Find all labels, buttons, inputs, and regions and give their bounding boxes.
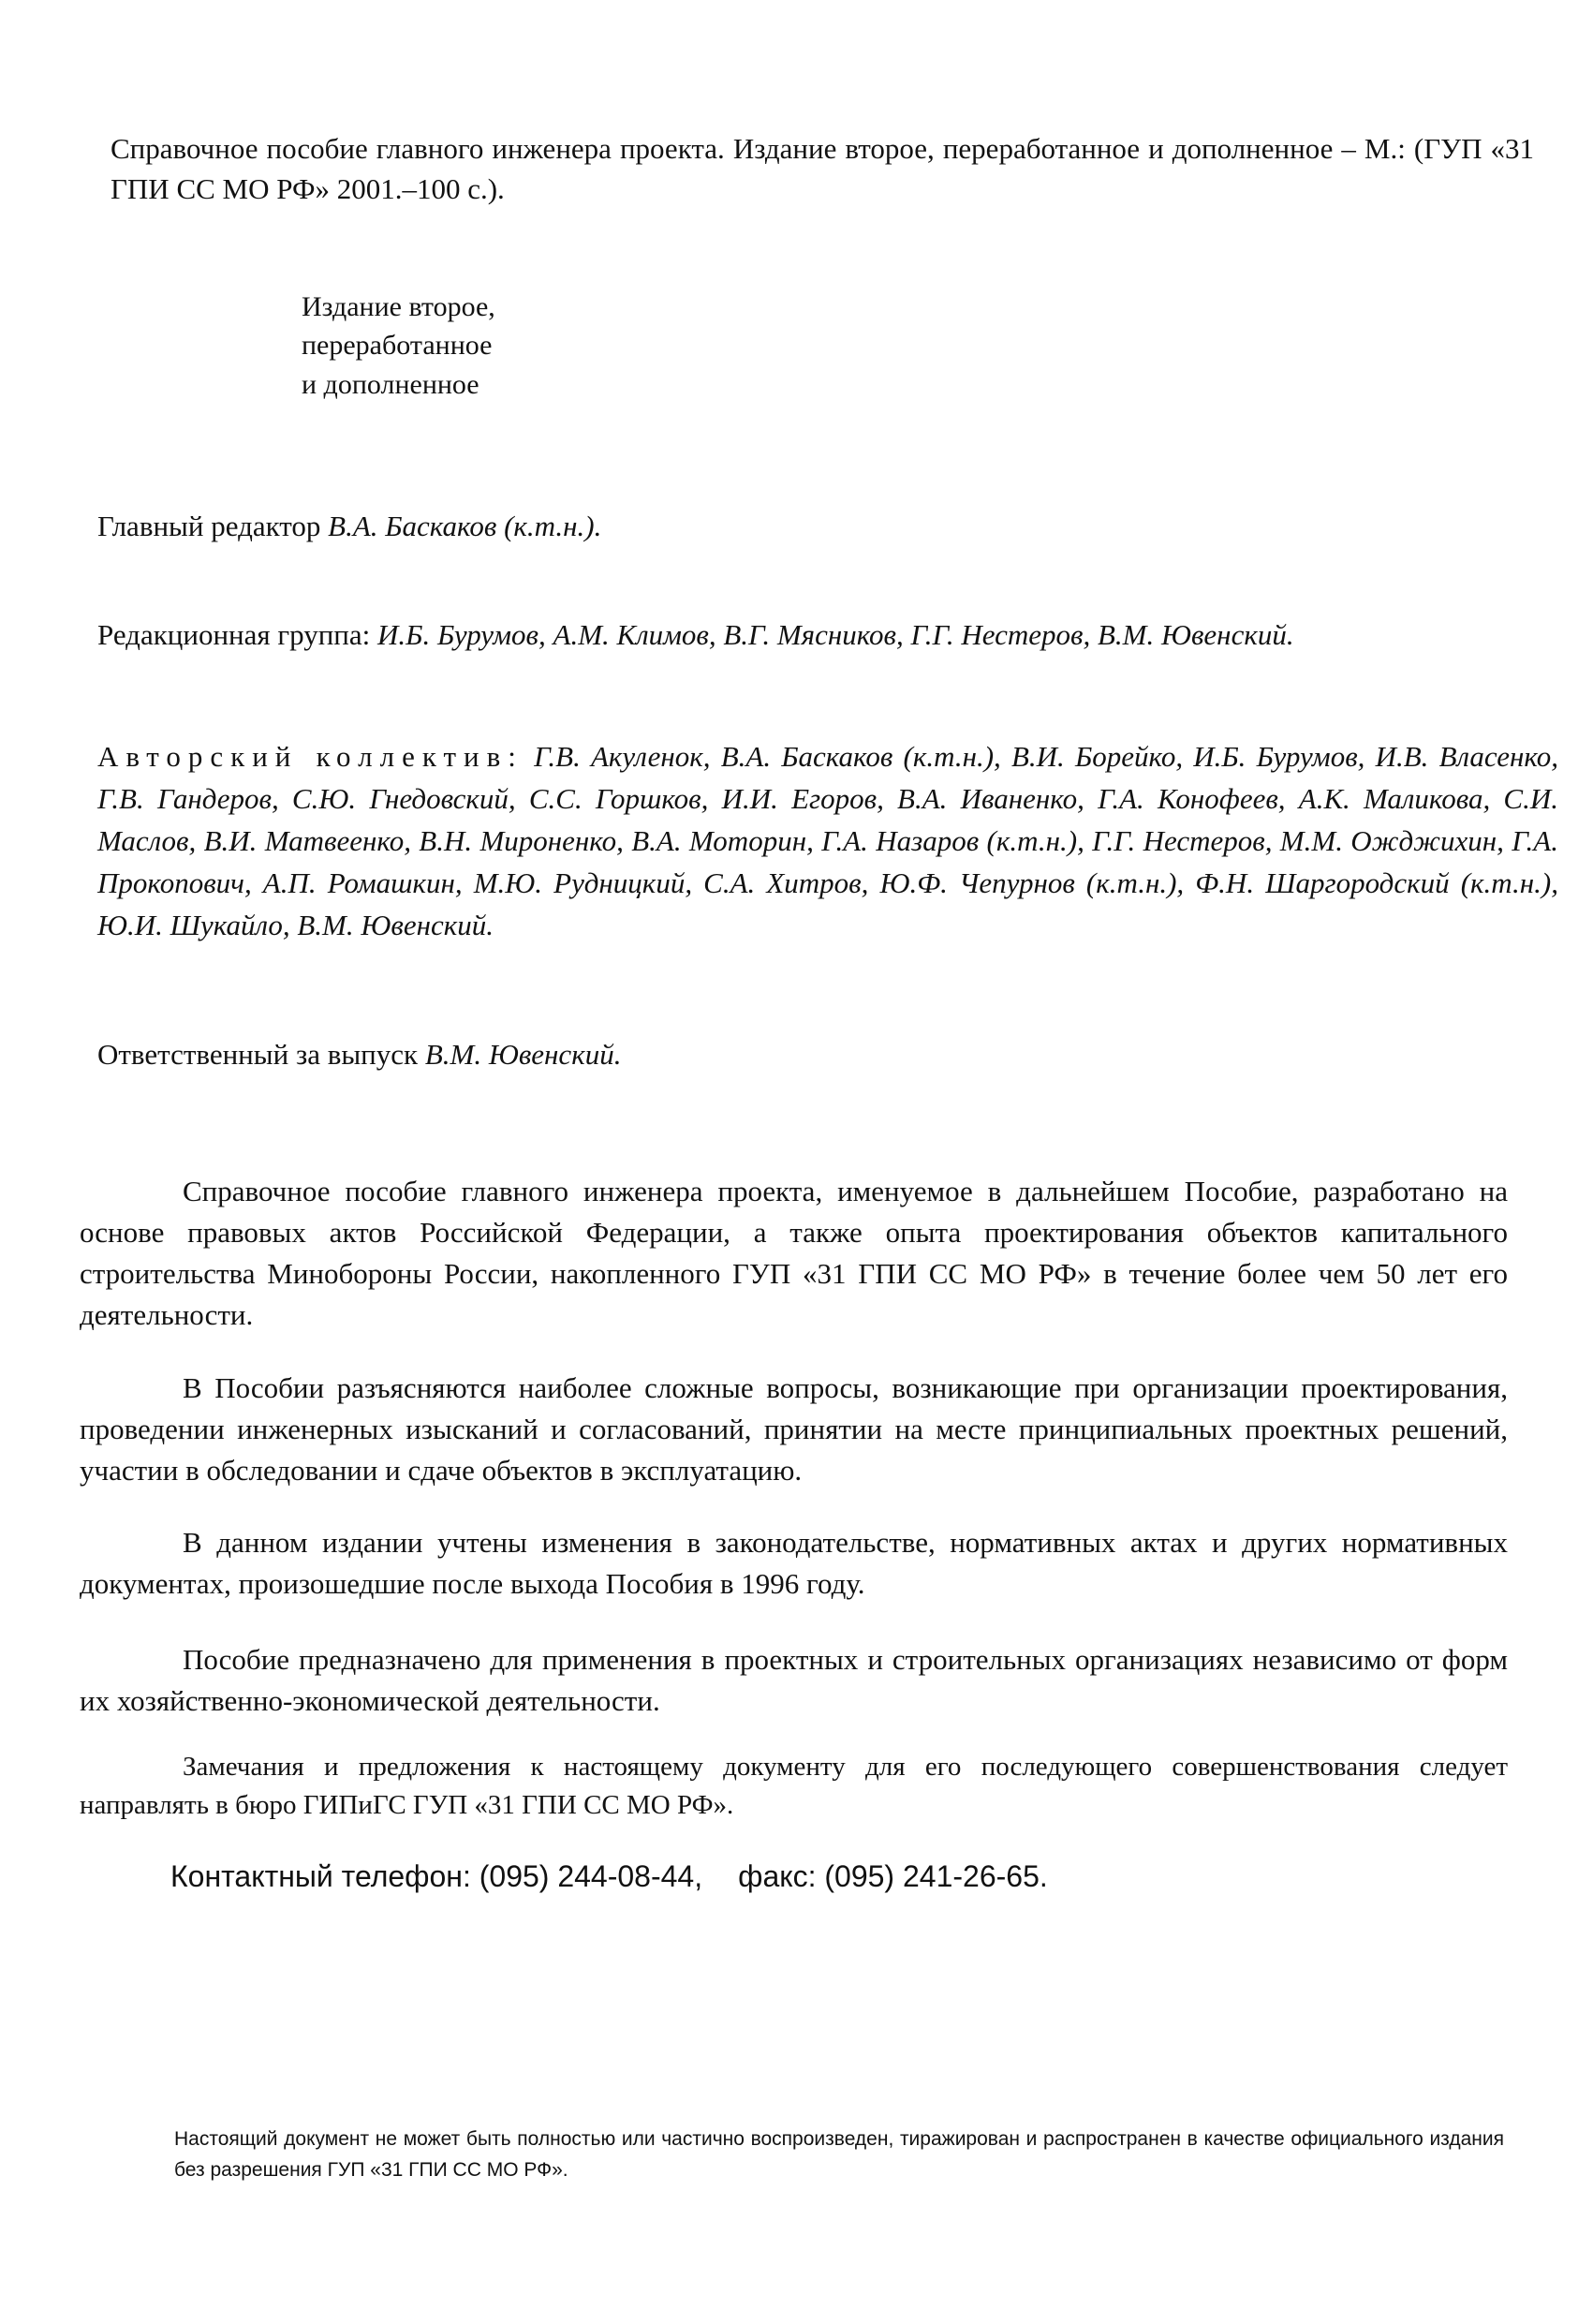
edition-note-line: Издание второе, <box>302 291 495 322</box>
body-paragraph: Пособие предназначено для применения в проектных и строительных организациях независимо от форм их хозяйственно-экономической деятельности. <box>80 1643 1508 1718</box>
editorial-group-label: Редакционная группа: <box>97 618 371 651</box>
authors-credit <box>97 736 1558 947</box>
editorial-group-names: И.Б. Бурумов, А.М. Климов, В.Г. Мясников, Г.Г. Нестеров, В.М. Ювенский. <box>377 618 1294 651</box>
chief-editor-names: В.А. Баскаков (к.т.н.). <box>328 510 602 542</box>
authors-names: Г.В. Акуленок, В.А. Баскаков (к.т.н.), В.И. Борейко, И.Б. Бурумов, И.В. Власенко, Г.В. Гандеров, С.Ю. Гнедовский, С.С. Горшков, И.И. Егоров, В.А. Иваненко, Г.А. Конофеев, А.К. Маликова, С.И. Маслов, В.И. Матвеенко, В.Н. Мироненко, В.А. Моторин, Г.А. Назаров (к.т.н.), Г.Г. Нестеров, М.М. Ожджихин, Г.А. Прокопович, А.П. Ромашкин, М.Ю. Рудницкий, С.А. Хитров, Ю.Ф. Чепурнов (к.т.н.), Ф.Н. Шаргородский (к.т.н.), Ю.И. Шукайло, В.М. Ювенский. <box>97 740 1558 941</box>
responsible-names: В.М. Ювенский. <box>424 1038 622 1071</box>
feedback-paragraph: Замечания и предложения к настоящему документу для его последующего совершенствования следует направлять в бюро ГИПиГС ГУП «31 ГПИ СС МО РФ». <box>80 1752 1508 1821</box>
body-paragraph: Справочное пособие главного инженера проекта, именуемое в дальнейшем Пособие, разработано на основе правовых актов Российской Федерации, а также опыта проектирования объектов капитального строительства Минобороны России, накопленного ГУП «31 ГПИ СС МО РФ» в течение более чем 50 лет его деятельности. <box>80 1175 1508 1332</box>
responsible-label: Ответственный за выпуск <box>97 1038 419 1071</box>
edition-note-line: переработанное <box>302 330 493 362</box>
chief-editor-credit <box>97 506 1558 547</box>
authors-label: Авторский коллектив: <box>97 740 524 773</box>
copyright-notice: Настоящий документ не может быть полностью или частично воспроизведен, тиражирован и распространен в качестве официального издания без разрешения ГУП «31 ГПИ СС МО РФ». <box>174 2128 1504 2181</box>
contact-fax: факс: (095) 241-26-65. <box>738 1859 1048 1893</box>
contact-phone: Контактный телефон: (095) 244-08-44, <box>170 1859 703 1893</box>
contact-line <box>170 1858 1294 1897</box>
edition-note-line: и дополненное <box>302 368 479 400</box>
body-paragraph: В Пособии разъясняются наиболее сложные вопросы, возникающие при организации проектирования, проведении инженерных изысканий и согласований, принятии на месте принципиальных проектных решений, участии в обследовании и сдаче объектов в эксплуатацию. <box>80 1371 1508 1488</box>
editorial-group-credit <box>97 614 1558 656</box>
chief-editor-label: Главный редактор <box>97 510 321 542</box>
bibliographic-citation: Справочное пособие главного инженера проекта. Издание второе, переработанное и дополненное – М.: (ГУП «31 ГПИ СС МО РФ» 2001.–100 с.). <box>111 132 1534 205</box>
body-paragraph: В данном издании учтены изменения в законодательстве, нормативных актах и других нормативных документах, произошедшие после выхода Пособия в 1996 году. <box>80 1526 1508 1601</box>
edition-note <box>302 288 639 404</box>
responsible-credit <box>97 1034 1558 1075</box>
